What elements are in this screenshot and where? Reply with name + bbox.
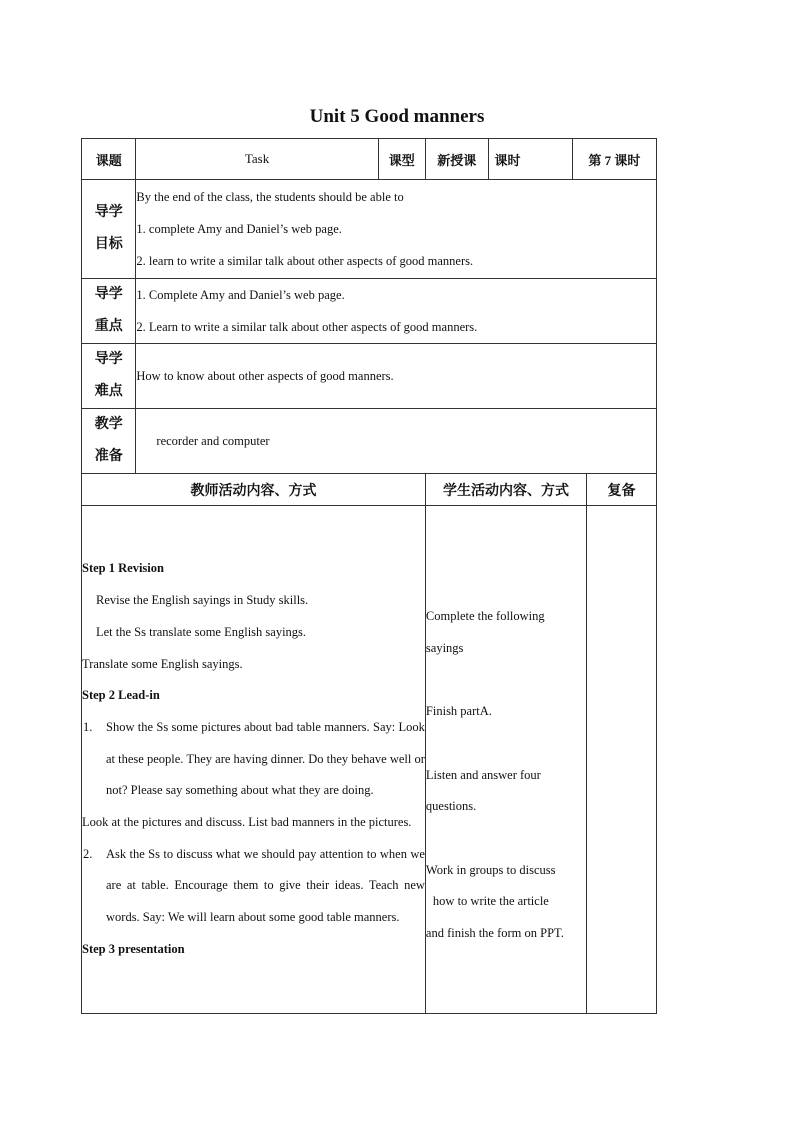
student-line: questions. bbox=[425, 799, 477, 814]
activity-line: Let the Ss translate some English sayings. bbox=[96, 624, 307, 639]
student-line: Finish partA. bbox=[425, 704, 492, 719]
difficulties-label: 导学 难点 bbox=[82, 344, 136, 409]
preparation-row bbox=[82, 409, 657, 474]
activity-line: Revise the English sayings in Study skills. bbox=[96, 593, 309, 608]
item-number: 2. bbox=[83, 846, 93, 861]
key-points-label: 导学 重点 bbox=[82, 279, 136, 344]
notes-header: 复备 bbox=[587, 474, 657, 506]
item-number: 1. bbox=[83, 719, 93, 734]
student-line: and finish the form on PPT. bbox=[425, 926, 564, 941]
key-points-row bbox=[82, 279, 657, 344]
student-line: Complete the following bbox=[425, 608, 545, 623]
student-line: Work in groups to discuss bbox=[425, 862, 556, 877]
step-heading: Step 3 presentation bbox=[82, 941, 185, 956]
numbered-item bbox=[82, 839, 425, 934]
activities-header-row bbox=[82, 474, 657, 506]
page-title: Unit 5 Good manners bbox=[309, 106, 485, 127]
notes-cell bbox=[587, 506, 657, 1014]
activity-line: Translate some English sayings. bbox=[82, 656, 243, 671]
teacher-activities bbox=[82, 506, 426, 1014]
difficulties-content: How to know about other aspects of good manners. bbox=[136, 344, 657, 409]
key-point-line: 2. Learn to write a similar talk about other aspects of good manners. bbox=[136, 320, 478, 334]
header-row bbox=[82, 139, 657, 180]
topic-label: 课题 bbox=[82, 139, 136, 180]
student-line: how to write the article bbox=[432, 894, 549, 909]
objectives-row bbox=[82, 180, 657, 279]
objectives-line: 1. complete Amy and Daniel’s web page. bbox=[136, 222, 342, 236]
objectives-line: By the end of the class, the students should be able to bbox=[136, 190, 404, 204]
objectives-content bbox=[136, 180, 657, 279]
key-points-content bbox=[136, 279, 657, 344]
student-line: Listen and answer four bbox=[425, 767, 541, 782]
activity-line: Look at the pictures and discuss. List bad manners in the pictures. bbox=[82, 815, 412, 830]
lesson-plan-table bbox=[81, 138, 657, 1014]
objectives-label: 导学 目标 bbox=[82, 180, 136, 279]
item-text: Ask the Ss to discuss what we should pay attention to when we are at table. Encourage them to give their ideas. Teach new words. Say: We will learn about some good table manners. bbox=[106, 846, 425, 925]
topic-value: Task bbox=[136, 139, 378, 180]
teacher-activities-header: 教师活动内容、方式 bbox=[82, 474, 426, 506]
type-value: 新授课 bbox=[425, 139, 488, 180]
period-label: 课时 bbox=[488, 139, 572, 180]
difficulties-row bbox=[82, 344, 657, 409]
student-line: sayings bbox=[425, 640, 464, 655]
step-heading: Step 2 Lead-in bbox=[82, 688, 160, 703]
preparation-content: recorder and computer bbox=[136, 409, 657, 474]
numbered-item bbox=[82, 712, 425, 807]
objectives-line: 2. learn to write a similar talk about other aspects of good manners. bbox=[136, 254, 474, 268]
period-value: 第 7 课时 bbox=[572, 139, 656, 180]
activities-row bbox=[82, 506, 657, 1014]
preparation-label: 教学 准备 bbox=[82, 409, 136, 474]
key-point-line: 1. Complete Amy and Daniel’s web page. bbox=[136, 288, 345, 302]
item-text: Show the Ss some pictures about bad table manners. Say: Look at these people. They are having dinner. Do they behave well or not? Please say something about what they are doing. bbox=[106, 719, 425, 798]
type-label: 课型 bbox=[378, 139, 425, 180]
step-heading: Step 1 Revision bbox=[82, 561, 164, 576]
student-activities-header: 学生活动内容、方式 bbox=[425, 474, 586, 506]
student-activities bbox=[425, 506, 586, 1014]
